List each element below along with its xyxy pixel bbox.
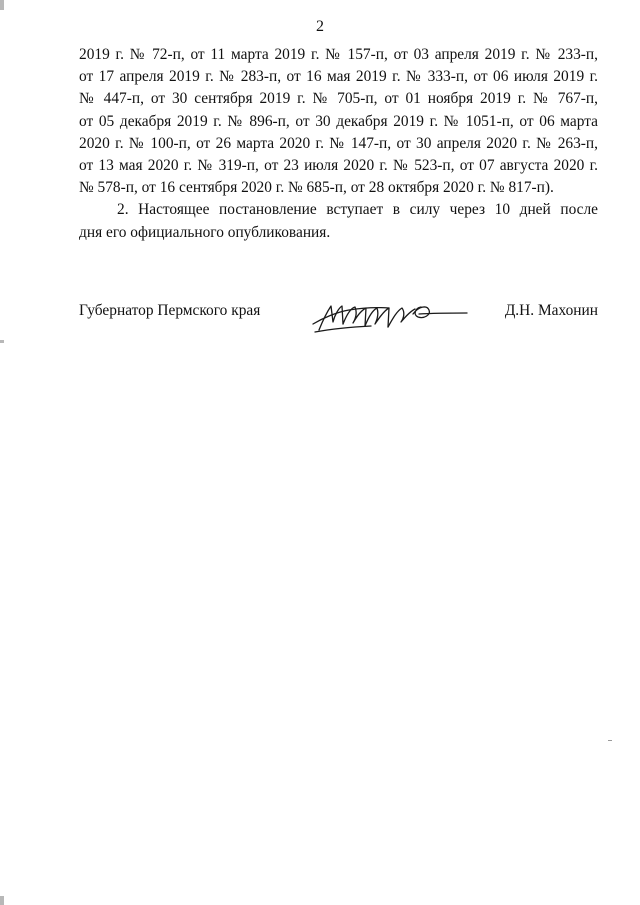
paragraph-amendments-list xyxy=(79,44,598,199)
signature-block xyxy=(79,296,598,346)
scan-edge-mark xyxy=(0,0,4,10)
text-line: 2019 г. № 72-п, от 11 марта 2019 г. № 157-п, от 03 апреля 2019 г. № 233-п, xyxy=(79,46,598,63)
scan-speck xyxy=(608,740,612,741)
text-line: 2. Настоящее постановление вступает в силу через 10 дней после xyxy=(117,201,598,219)
text-line: от 13 мая 2020 г. № 319-п, от 23 июля 2020 г. № 523-п, от 07 августа 2020 г. xyxy=(79,157,598,175)
paragraph-entry-into-force xyxy=(79,199,598,243)
page-number: 2 xyxy=(316,18,324,35)
text-line: от 05 декабря 2019 г. № 896-п, от 30 декабря 2019 г. № 1051-п, от 06 марта xyxy=(79,112,598,130)
handwritten-signature xyxy=(309,296,469,340)
text-line: от 17 апреля 2019 г. № 283-п, от 16 мая 2019 г. № 333-п, от 06 июля 2019 г. xyxy=(79,68,598,86)
signatory-name: Д.Н. Махонин xyxy=(504,302,598,319)
text-line: № 447-п, от 30 сентября 2019 г. № 705-п, от 01 ноября 2019 г. № 767-п, xyxy=(79,90,598,108)
scan-edge-mark xyxy=(0,340,4,343)
text-line: № 578-п, от 16 сентября 2020 г. № 685-п, от 28 октября 2020 г. № 817-п). xyxy=(79,179,554,197)
text-line: дня его официального опубликования. xyxy=(79,223,331,241)
scan-edge-mark xyxy=(0,896,4,905)
text-line: 2020 г. № 100-п, от 26 марта 2020 г. № 147-п, от 30 апреля 2020 г. № 263-п, xyxy=(79,134,598,152)
document-body xyxy=(79,44,598,244)
signatory-position: Губернатор Пермского края xyxy=(79,302,261,319)
